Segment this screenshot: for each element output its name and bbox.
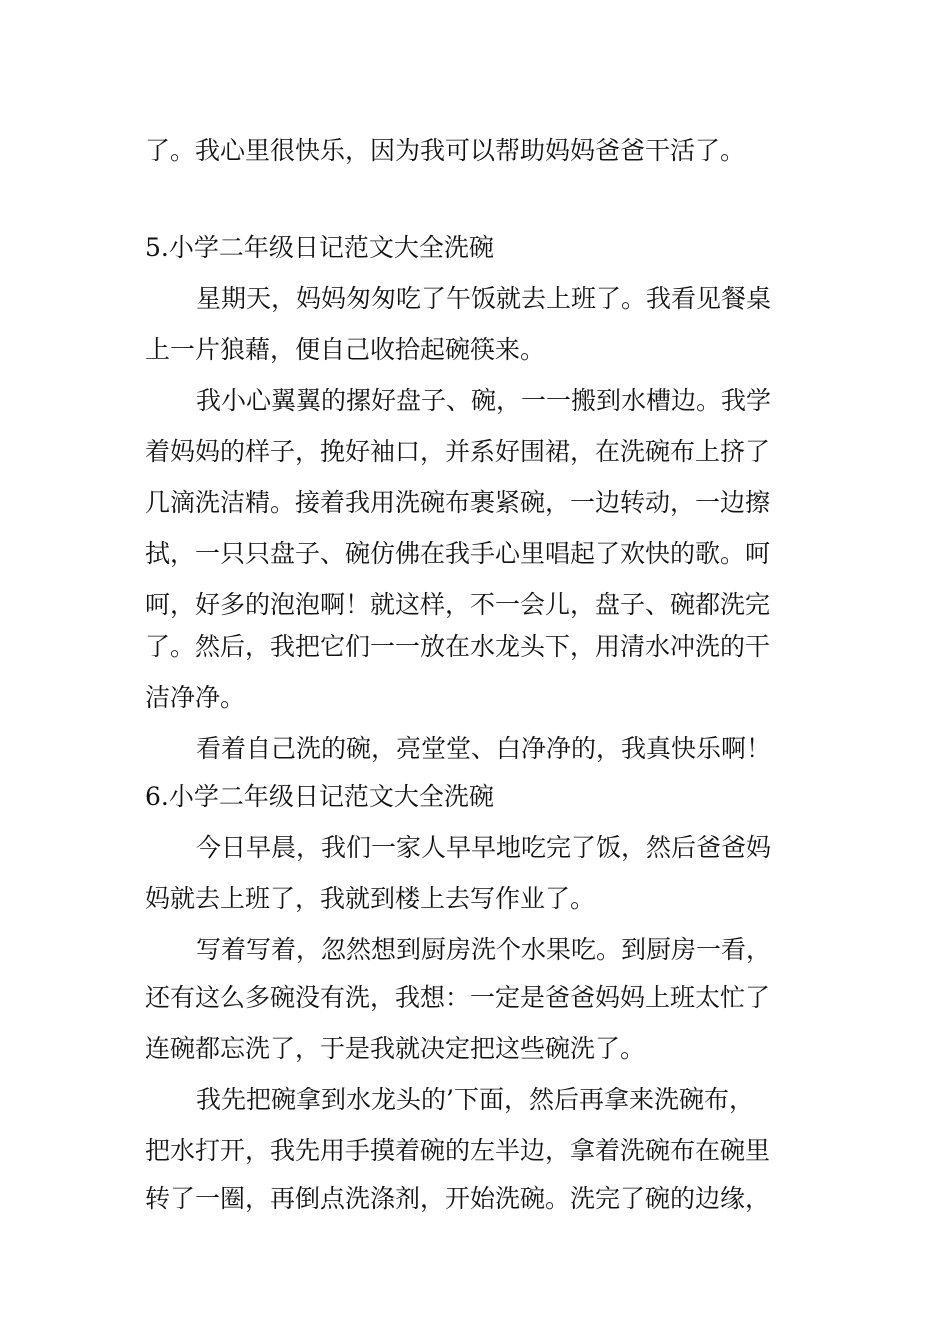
section-heading-6: 6.小学二年级日记范文大全洗碗 — [145, 782, 494, 811]
text-line: 拭，一只只盘子、碗仿佛在我手心里唱起了欢快的歌。呵 — [145, 539, 771, 568]
text-line: 洁净净。 — [145, 683, 246, 712]
paragraph-first-line: 写着写着，忽然想到厨房洗个水果吃。到厨房一看， — [196, 935, 772, 964]
paragraph-first-line: 我小心翼翼的摞好盘子、碗，一一搬到水槽边。我学 — [196, 386, 772, 415]
paragraph-first-line: 今日早晨，我们一家人早早地吃完了饭，然后爸爸妈 — [196, 833, 772, 862]
text-line: 了。然后，我把它们一一放在水龙头下，用清水冲洗的干 — [145, 632, 771, 661]
paragraph-first-line: 看着自己洗的碗，亮堂堂、白净净的，我真快乐啊！ — [196, 734, 772, 763]
text-line: 妈就去上班了，我就到楼上去写作业了。 — [145, 884, 596, 913]
text-line: 几滴洗洁精。接着我用洗碗布裹紧碗，一边转动，一边擦 — [145, 488, 771, 517]
section-heading-5: 5.小学二年级日记范文大全洗碗 — [145, 233, 494, 262]
text-line: 把水打开，我先用手摸着碗的左半边，拿着洗碗布在碗里 — [145, 1136, 771, 1165]
paragraph-first-line: 我先把碗拿到水龙头的’下面，然后再拿来洗碗布， — [196, 1085, 754, 1114]
text-line: 连碗都忘洗了，于是我就决定把这些碗洗了。 — [145, 1034, 646, 1063]
paragraph-first-line: 星期天，妈妈匆匆吃了午饭就去上班了。我看见餐桌 — [196, 284, 772, 313]
text-line: 转了一圈，再倒点洗涤剂，开始洗碗。洗完了碗的边缘， — [145, 1184, 771, 1213]
text-line: 上一片狼藉，便自己收拾起碗筷来。 — [145, 335, 546, 364]
text-line: 呵，好多的泡泡啊！就这样，不一会儿，盘子、碗都洗完 — [145, 590, 771, 619]
text-line: 了。我心里很快乐，因为我可以帮助妈妈爸爸干活了。 — [145, 136, 746, 165]
text-line: 还有这么多碗没有洗，我想：一定是爸爸妈妈上班太忙了 — [145, 983, 771, 1012]
text-line: 着妈妈的样子，挽好袖口，并系好围裙，在洗碗布上挤了 — [145, 437, 771, 466]
